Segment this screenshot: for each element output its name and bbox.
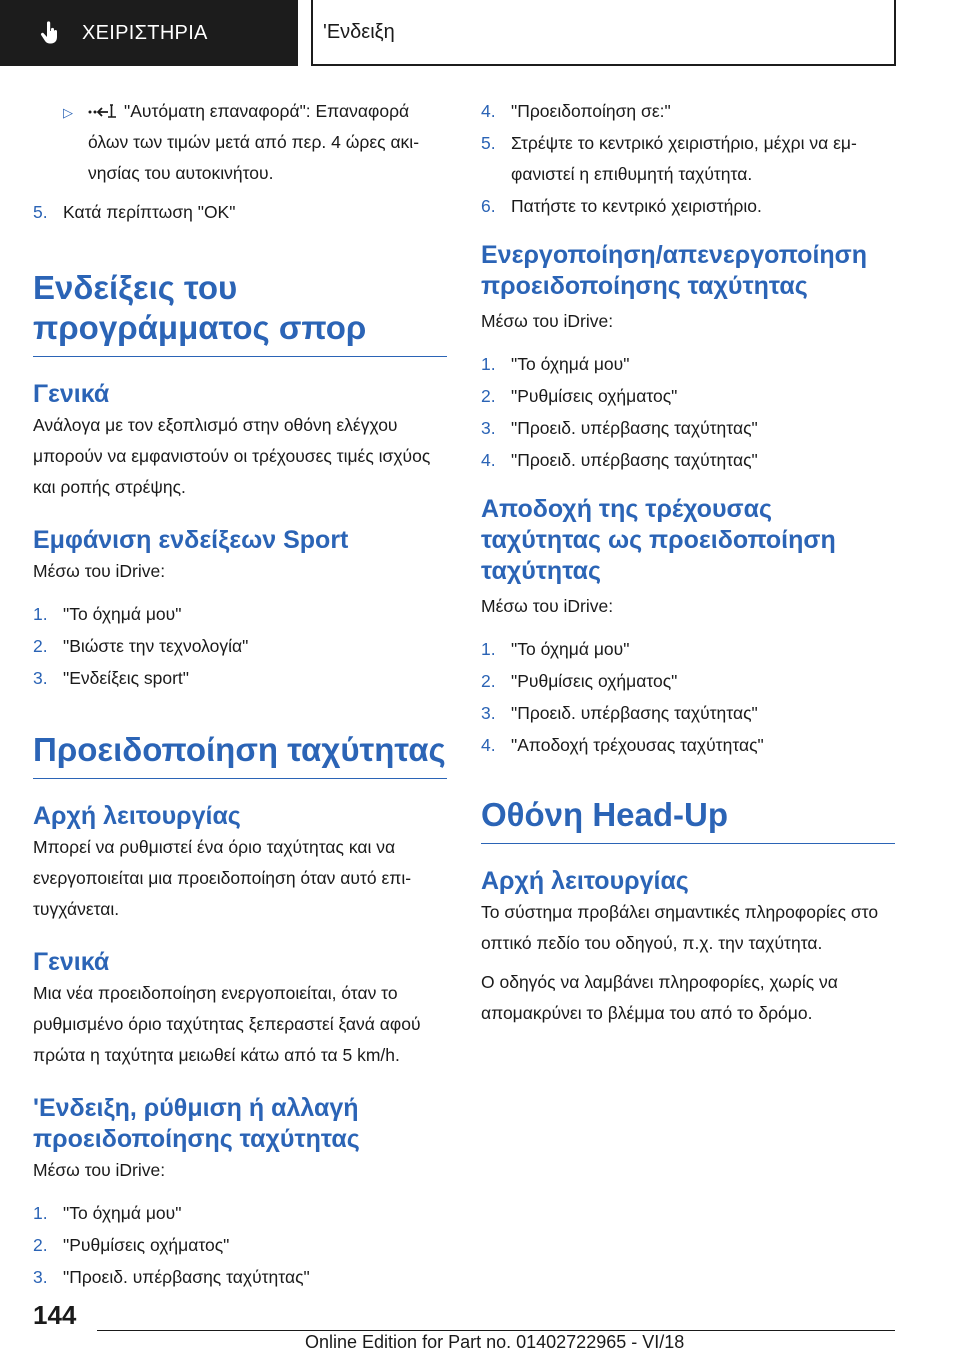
heading-principle: Αρχή λειτουργίας — [33, 802, 241, 830]
heading-speed-warning: Προειδοποίηση ταχύτητας — [33, 730, 447, 779]
paragraph-general: Ανάλογα με τον εξοπλισμό στην οθόνη ελέγχου μπορούν να εμφανιστούν οι τρέχουσες τιμές ισχύος και ροπής στρέψης. — [33, 415, 431, 497]
list-item: 3. "Προειδ. υπέρβασης ταχύτητας" — [481, 703, 758, 723]
via-idrive: Μέσω του iDrive: — [481, 311, 614, 331]
list-accept — [481, 634, 895, 761]
edition-note: Online Edition for Part no. 01402722965 - VI/18 — [305, 1332, 685, 1352]
list-item: 2. "Ρυθμίσεις οχήματος" — [481, 671, 678, 691]
right-column — [481, 96, 895, 1029]
heading-show-set-speed-warning: 'Ενδειξη, ρύθμιση ή αλλαγή προειδοποίησης ταχύτητας — [33, 1094, 360, 1153]
footer-divider — [97, 1330, 895, 1331]
heading-head-up-display: Οθόνη Head-Up — [481, 795, 895, 844]
list-item — [33, 96, 447, 189]
via-idrive: Μέσω του iDrive: — [481, 596, 614, 616]
list-item: 3. "Προειδ. υπέρβασης ταχύτητας" — [33, 1267, 310, 1287]
list-item: 1. "Το όχημά μου" — [33, 1203, 182, 1223]
via-idrive: Μέσω του iDrive: — [33, 561, 166, 581]
list-item: 2. "Βιώστε την τεχνολογία" — [33, 636, 249, 656]
list-sport — [33, 599, 447, 694]
heading-principle: Αρχή λειτουργίας — [481, 867, 689, 895]
heading-general: Γενικά — [33, 948, 110, 976]
hand-pointer-icon — [40, 21, 60, 45]
paragraph-hud: Το σύστημα προβάλει σημαντικές πληροφορίες στο οπτικό πεδίο του οδηγού, π.χ. την ταχύτητα. — [481, 902, 879, 953]
list-enable — [481, 349, 895, 476]
heading-accept-speed: Αποδοχή της τρέχουσας ταχύτητας ως προειδοποίηση ταχύτητας — [481, 495, 836, 585]
list-item: 1. "Το όχημά μου" — [33, 604, 182, 624]
heading-enable-disable: Ενεργοποίηση/απενεργοποίηση προειδοποίησης ταχύτητας — [481, 241, 868, 300]
via-idrive: Μέσω του iDrive: — [33, 1160, 166, 1180]
triangle-bullet-icon: ▷ — [63, 105, 73, 120]
list-item: 5. Κατά περίπτωση "OK" — [33, 202, 236, 222]
list-item: 3. "Προειδ. υπέρβασης ταχύτητας" — [481, 418, 758, 438]
list-item: 4. "Προειδοποίηση σε:" — [481, 101, 671, 121]
left-column — [33, 96, 447, 1294]
section-tab[interactable] — [0, 0, 298, 66]
list-item: 4. "Προειδ. υπέρβασης ταχύτητας" — [481, 450, 758, 470]
list-continued — [481, 96, 895, 222]
paragraph-principle: Μπορεί να ρυθμιστεί ένα όριο ταχύτητας και να ενεργοποιείται μια προειδοποίηση όταν αυτό επι-τυγχάνεται. — [33, 837, 412, 919]
page-number: 144 — [33, 1300, 77, 1330]
heading-general: Γενικά — [33, 380, 110, 408]
list-item: 4. "Αποδοχή τρέχουσας ταχύτητας" — [481, 735, 764, 755]
heading-sport-display: Ενδείξεις του προγράμματος σπορ — [33, 268, 447, 357]
reset-arrow-icon — [88, 103, 118, 119]
page-title: 'Ενδειξη — [311, 0, 896, 66]
list-item: 1. "Το όχημά μου" — [481, 354, 630, 374]
list-set — [33, 1198, 447, 1293]
paragraph-hud: Ο οδηγός να λαμβάνει πληροφορίες, χωρίς να απομακρύνει το βλέμμα του από το δρόμο. — [481, 972, 838, 1023]
paragraph-general: Μια νέα προειδοποίηση ενεργοποιείται, όταν το ρυθμισμένο όριο ταχύτητας ξεπεραστεί ξανά αφού πρώτα η ταχύτητα μειωθεί κάτω από τα 5 km/h. — [33, 983, 421, 1065]
list-item: 6. Πατήστε το κεντρικό χειριστήριο. — [481, 196, 762, 216]
list-item: 1. "Το όχημά μου" — [481, 639, 630, 659]
list-item: 3. "Ενδείξεις sport" — [33, 668, 190, 688]
section-label: ΧΕΙΡΙΣΤΗΡΙΑ — [82, 21, 208, 44]
heading-show-sport: Εμφάνιση ενδείξεων Sport — [33, 526, 349, 554]
list-item: 5. Στρέψτε το κεντρικό χειριστήριο, μέχρι να εμ-φανιστεί η επιθυμητή ταχύτητα. — [481, 133, 857, 184]
reset-item-text: "Αυτόματη επαναφορά": Επαναφορά όλων των τιμών μετά από περ. 4 ώρες ακι-νησίας του αυτοκινήτου. — [88, 101, 420, 183]
list-item: 2. "Ρυθμίσεις οχήματος" — [481, 386, 678, 406]
list-item: 2. "Ρυθμίσεις οχήματος" — [33, 1235, 230, 1255]
